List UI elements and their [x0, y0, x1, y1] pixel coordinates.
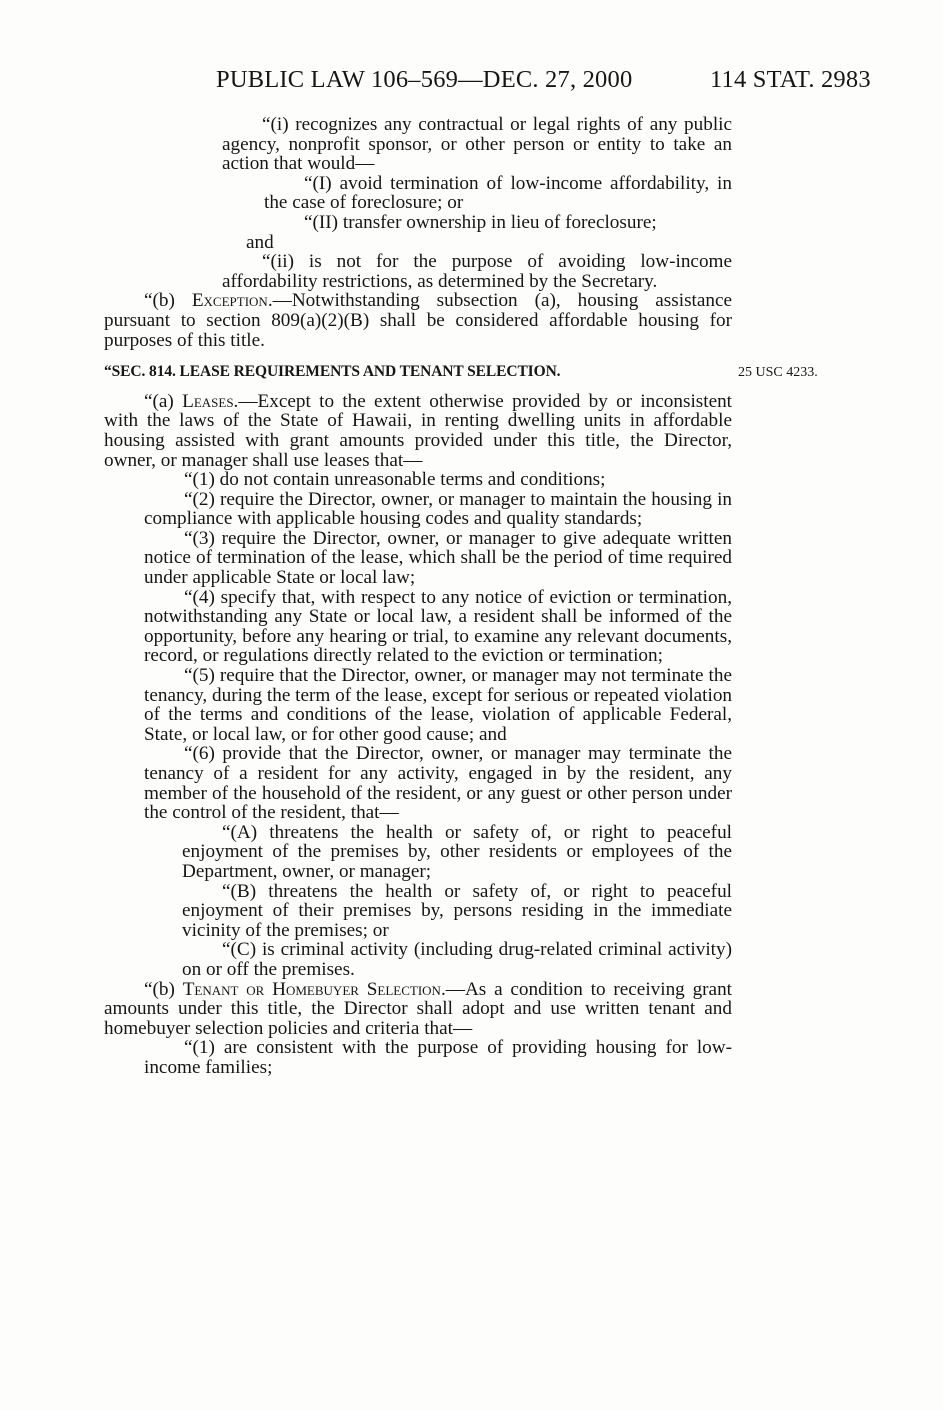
- subsection-b-exception: [104, 291, 732, 350]
- paragraph-a3: “(3) require the Director, owner, or manager to give adequate written notice of termination of the lease, which shall be the period of time required under applicable State or local law;: [144, 527, 732, 589]
- paragraph-a1: “(1) do not contain unreasonable terms and conditions;: [184, 469, 606, 491]
- subparagraph-a6C: “(C) is criminal activity (including drug-related criminal activity) on or off the premises.: [182, 939, 732, 980]
- paragraph-b1: “(1) are consistent with the purpose of providing housing for low-income families;: [144, 1037, 732, 1078]
- subsection-b-open: “(b): [144, 290, 192, 312]
- paragraph-a4: “(4) specify that, with respect to any notice of eviction or termination, notwithstanding any State or local law, a resident shall be informed of the opportunity, before any hearing or trial, to examine any relevant documents, record, or regulations directly related to the eviction or termination;: [144, 586, 732, 667]
- subsection-b-text: —Notwithstanding subsection (a), housing assistance pursuant to section 809(a)(2)(B) shall be considered affordable housing for purposes of this title.: [104, 290, 733, 351]
- subsection-b2-heading: Tenant or Homebuyer Selection.: [182, 978, 446, 1000]
- clause-ii: “(ii) is not for the purpose of avoiding low-income affordability restrictions, as determined by the Secretary.: [222, 251, 732, 292]
- statutes-page-number: 114 STAT. 2983: [710, 66, 871, 93]
- clause-i: “(i) recognizes any contractual or legal rights of any public agency, nonprofit sponsor, or other person or entity to take an action that would—: [222, 114, 732, 175]
- subparagraph-a6A: “(A) threatens the health or safety of, or right to peaceful enjoyment of the premises by, other residents or employees of the Department, owner, or manager;: [182, 821, 732, 882]
- subsection-b-heading: Exception.: [191, 290, 273, 312]
- subsection-a-leases: [104, 392, 732, 470]
- subclause-II: “(II) transfer ownership in lieu of foreclosure;: [304, 211, 657, 233]
- subsection-b2-text: —As a condition to receiving grant amounts under this title, the Director shall adopt and use written tenant and homebuyer selection policies and criteria that—: [104, 978, 732, 1039]
- connector-and: and: [246, 231, 274, 253]
- page-header: [0, 66, 943, 100]
- running-head-title: PUBLIC LAW 106–569—DEC. 27, 2000: [216, 66, 633, 93]
- paragraph-a2: “(2) require the Director, owner, or manager to maintain the housing in compliance with applicable housing codes and quality standards;: [144, 488, 732, 530]
- subsection-a-heading: Leases.: [182, 390, 239, 412]
- section-814-row: [104, 362, 818, 382]
- subparagraph-a6B: “(B) threatens the health or safety of, or right to peaceful enjoyment of their premises by, persons residing in the immediate vicinity of the premises; or: [182, 880, 732, 941]
- subsection-a-text: —Except to the extent otherwise provided by or inconsistent with the laws of the State of Hawaii, in renting dwelling units in affordable housing assisted with grant amounts provided under this title, the Director, owner, or manager shall use leases that—: [104, 390, 733, 471]
- margin-note: 25 USC 4233.: [738, 365, 818, 381]
- subsection-a-open: “(a): [144, 390, 183, 412]
- subsection-b-selection: [104, 980, 732, 1039]
- document-body: [104, 114, 818, 1078]
- paragraph-a6: “(6) provide that the Director, owner, or manager may terminate the tenancy of a resident for any activity, engaged in by the resident, any member of the household of the resident, or any guest or other person under the control of the resident, that—: [144, 743, 732, 824]
- subsection-b2-open: “(b): [144, 978, 183, 1000]
- paragraph-a5: “(5) require that the Director, owner, or manager may not terminate the tenancy, during the term of the lease, except for serious or repeated violation of the terms and conditions of the lease, violation of applicable Federal, State, or local law, or for other good cause; and: [144, 665, 733, 745]
- section-heading: “SEC. 814. LEASE REQUIREMENTS AND TENANT SELECTION.: [104, 363, 561, 381]
- subclause-I: “(I) avoid termination of low-income affordability, in the case of foreclosure; or: [264, 172, 732, 214]
